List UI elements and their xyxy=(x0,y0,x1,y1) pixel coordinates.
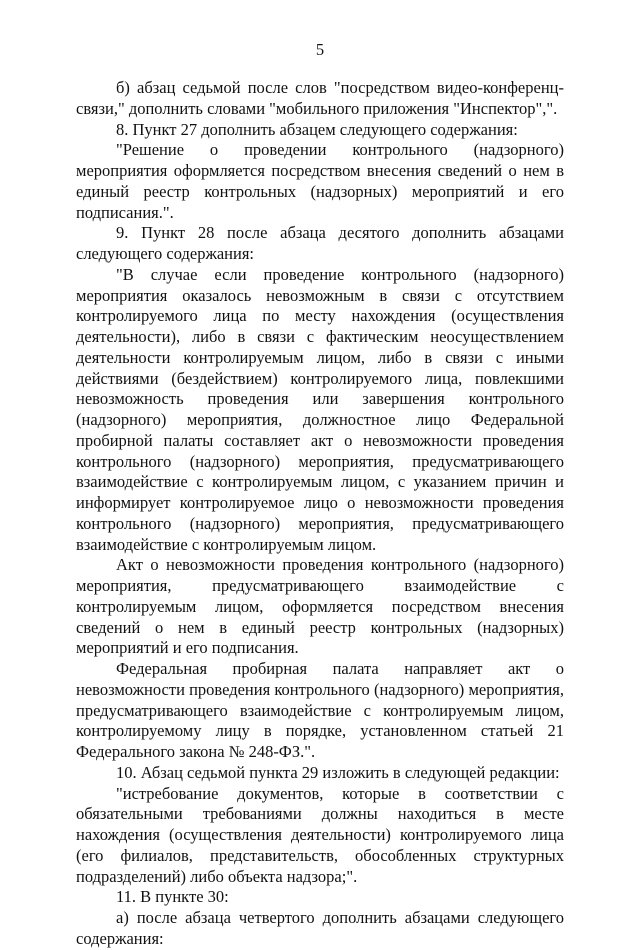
paragraph-5: "В случае если проведение контрольного (надзорного) мероприятия оказалось невозможным в связи с отсутствием контролируемого лица по месту нахождения (осуществления деятельности), либо в связи с фактическим неосуществлением деятельности контролируемым лицом, либо в связи с иными действиями (бездействием) контролируемого лица, повлекшими невозможность проведения или завершения контрольного (надзорного) мероприятия, должностное лицо Федеральной пробирной палаты составляет акт о невозможности проведения контрольного (надзорного) мероприятия, предусматривающего взаимодействие с контролируемым лицом, с указанием причин и информирует контролируемое лицо о невозможности проведения контрольного (надзорного) мероприятия, предусматривающего взаимодействие с контролируемым лицом. xyxy=(76,264,564,554)
paragraph-3: "Решение о проведении контрольного (надзорного) мероприятия оформляется посредством внесения сведений о нем в единый реестр контрольных (надзорных) мероприятий и его подписания.". xyxy=(76,140,564,222)
paragraph-10: 11. В пункте 30: xyxy=(116,887,229,907)
paragraph-4: 9. Пункт 28 после абзаца десятого дополнить абзацами следующего содержания: xyxy=(76,223,564,263)
paragraph-11: а) после абзаца четвертого дополнить абзацами следующего содержания: xyxy=(76,908,564,948)
paragraph-7: Федеральная пробирная палата направляет акт о невозможности проведения контрольного (надзорного) мероприятия, предусматривающего взаимодействие с контролируемым лицом, контролируемому лицу в порядке, установленном статьей 21 Федерального закона № 248-ФЗ.". xyxy=(76,659,564,761)
paragraph-1: б) абзац седьмой после слов "посредством видео-конференц-связи," дополнить словами "мобильного приложения "Инспектор",". xyxy=(76,78,564,118)
paragraph-6: Акт о невозможности проведения контрольного (надзорного) мероприятия, предусматривающего взаимодействие с контролируемым лицом, оформляется посредством внесения сведений о нем в единый реестр контрольных (надзорных) мероприятий и его подписания. xyxy=(76,555,564,658)
paragraph-9: "истребование документов, которые в соответствии с обязательными требованиями должны находиться в месте нахождения (осуществления деятельности) контролируемого лица (его филиалов, представительств, обособленных структурных подразделений) либо объекта надзора;". xyxy=(76,783,564,886)
page-number: 5 xyxy=(315,40,325,59)
paragraph-8: 10. Абзац седьмой пункта 29 изложить в следующей редакции: xyxy=(116,762,560,782)
document-body xyxy=(76,78,564,950)
paragraph-2: 8. Пункт 27 дополнить абзацем следующего содержания: xyxy=(116,119,518,139)
